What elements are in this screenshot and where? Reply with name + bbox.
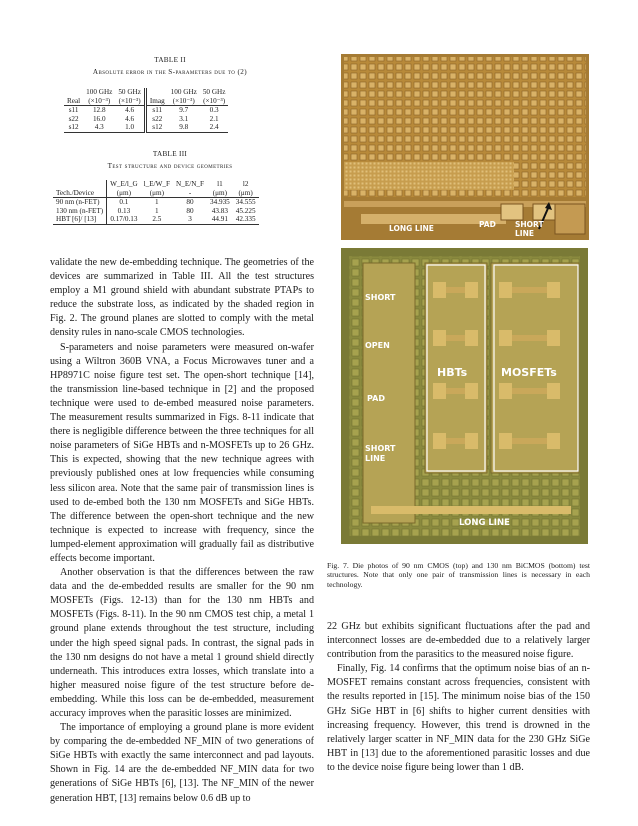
table2 xyxy=(64,88,228,133)
table-cell: 34.555 xyxy=(235,198,256,207)
table-cell: 2.5 xyxy=(141,215,173,224)
label-long-line: LONG LINE xyxy=(459,518,510,528)
table-header-row xyxy=(53,180,259,189)
table-header-row xyxy=(64,97,228,106)
table2-title: TABLE II xyxy=(154,56,186,64)
table-row xyxy=(53,215,259,224)
table-cell: 34.935 xyxy=(210,198,230,207)
table-row xyxy=(53,207,259,216)
table-cell: 0.13 xyxy=(107,207,141,216)
table-header-cell: Imag xyxy=(145,97,167,106)
table-cell: 44.91 xyxy=(207,215,233,224)
table-cell: 80 xyxy=(186,206,194,215)
table-cell: HBT [6]/ [13] xyxy=(53,215,107,224)
table-header-row xyxy=(53,189,259,198)
table-cell: 4.3 xyxy=(83,123,115,132)
table-cell: 3.1 xyxy=(179,114,189,123)
table-header-cell: 100 GHz xyxy=(170,88,197,96)
paragraph: validate the new de-embedding technique. The geometries of the devices are summarized in Table III. All the test structures employ a M1 ground shield with abundant substrate PTAPs to reduce the substrate loss, as indicated by the shaded region in Fig. 2. The ground planes are slotted to comply with the metal density rules in nano-scale CMOS technologies. xyxy=(50,257,314,339)
table-header-cell: l2 xyxy=(242,180,249,188)
table-header-cell xyxy=(145,88,167,97)
table-header-cell: - xyxy=(173,189,207,198)
table-header-cell: (μm) xyxy=(141,189,173,198)
die-photo-130nm xyxy=(341,248,588,544)
label-short: SHORT xyxy=(365,293,396,302)
table-header-cell: l1 xyxy=(217,180,223,188)
table-header-cell xyxy=(64,88,83,97)
table-cell: 43.83 xyxy=(211,206,228,215)
table-header-cell: (×10⁻³) xyxy=(115,97,145,106)
paragraph: S-parameters and noise parameters were measured on-wafer using a Wiltron 360B VNA, a Focus Microwaves tuner and a HP8971C noise figure test set. The open-short technique [14], the transmission line-based technique in [2] and the proposed technique were used to de-embed measured noise parameters. The measurement results summarized in Figs. 8-11 indicate that there is negligible difference between the three techniques for all noise parameters of SiGe HBTs and n-MOSFETs up to 26 GHz. This is expected, showing that the new technique agrees with previously published ones at low frequencies while consuming less silicon area. Note that the same pair of transmission lines is used to de-embed both the 130 nm MOSFETs and SiGe HBTs. The difference between the open-short technique and the new technique is expected to increase with frequency, since the lumped-element approximation will gradually fail as distributive effects become important. xyxy=(50,341,314,564)
table-cell: 4.6 xyxy=(125,106,135,115)
paragraph: The importance of employing a ground plane is more evident by comparing the de-embedded NF_MIN of two generations of SiGe HBTs with exactly the same interconnect and pad layouts. Shown in Fig. 14 are the de-embedded NF_MIN data for two generations of SiGe HBTs [6], [13]. The NF_MIN of the newer generation HBT, [13] remains below 0.6 dB up to xyxy=(50,722,314,804)
table-cell: s12 xyxy=(64,123,83,132)
table-header-cell: l_E/W_F xyxy=(143,180,171,188)
left-column-text xyxy=(50,256,314,806)
table-cell: s22 xyxy=(145,115,167,124)
table-cell: 3 xyxy=(173,215,207,224)
table-cell: 9.7 xyxy=(179,106,189,115)
table-cell: s12 xyxy=(145,123,167,132)
label-pad: PAD xyxy=(367,394,385,403)
table-cell: 0.1 xyxy=(107,198,141,207)
label-hbts: HBTs xyxy=(437,366,468,379)
right-column-text xyxy=(327,620,590,775)
table-header-cell xyxy=(53,180,107,189)
label-open: OPEN xyxy=(365,341,390,350)
table-row xyxy=(64,115,228,124)
table-header-cell: N_E/N_F xyxy=(176,180,204,188)
table-cell: 9.8 xyxy=(168,123,200,132)
paragraph: Finally, Fig. 14 confirms that the optimum noise bias of an n-MOSFET remains constant across frequencies, consistent with the results reported in [15]. The minimum noise bias of the 150 GHz SiGe HBT in [6] shifts to higher current densities with increasing frequency. However, this trend is drowned in the relatively larger scatter in NF_MIN data for the 230 GHz SiGe HBT in [13] due to the aforementioned parasitic losses and due to the device noise figure being lower than 1 dB. xyxy=(327,663,590,773)
table-header-cell: Real xyxy=(64,97,83,106)
table-cell: s11 xyxy=(145,106,167,115)
table-cell: 1 xyxy=(155,198,159,207)
table-cell: 1.0 xyxy=(115,123,145,132)
table3 xyxy=(53,180,259,225)
table3-subtitle: Test structure and device geometries xyxy=(107,162,233,170)
table-header-cell: 100 GHz xyxy=(86,88,113,96)
table-row xyxy=(64,106,228,115)
table-cell: 42.335 xyxy=(233,215,259,224)
table-header-cell: W_E/l_G xyxy=(107,180,141,189)
table3-title: TABLE III xyxy=(152,150,188,158)
table-cell: s22 xyxy=(68,114,79,123)
table-cell: 2.4 xyxy=(200,123,229,132)
table-cell: s11 xyxy=(68,106,79,115)
table-header-row xyxy=(64,88,228,97)
label-mosfets: MOSFETs xyxy=(501,366,557,379)
table-header-cell: (μm) xyxy=(207,189,233,198)
table-cell: 1 xyxy=(155,206,159,215)
table2-subtitle: Absolute error in the S-parameters due to (2) xyxy=(92,68,248,76)
table-header-cell: (×10⁻³) xyxy=(168,97,200,106)
table-header-cell: (×10⁻³) xyxy=(200,97,229,106)
table-cell: 2.1 xyxy=(209,114,219,123)
table-header-cell: (μm) xyxy=(233,189,259,198)
table-cell: 45.225 xyxy=(235,206,256,215)
table-cell: 4.6 xyxy=(125,114,135,123)
table-cell: 0.17/0.13 xyxy=(107,215,141,224)
table-cell: 16.0 xyxy=(92,114,106,123)
die-photo-90nm xyxy=(341,54,589,240)
table-row xyxy=(53,198,259,207)
table-header-cell: 50 GHz xyxy=(118,88,141,96)
paragraph: Another observation is that the differences between the raw data and the de-embedded results are smaller for the 90 nm MOSFETs (Figs. 12-13) than for the 130 nm HBTs and MOSFETs (Figs. 8-11). In the 90 nm CMOS test chip, a metal 1 ground plane extends throughout the test structure, including under the high speed signal pads. In contrast, the signal pads in the 130 nm designs do not have a metal 1 ground shield directly underneath. This introduces extra losses, which translate into a higher measured noise figure of the test structure before de-embedding. While this loss can be de-embedded, measurement accuracy improves when the parasitic losses are minimized. xyxy=(50,567,314,719)
table-cell: 80 xyxy=(186,198,194,207)
table-header-cell: 50 GHz xyxy=(202,88,226,96)
label-short-line: SHORT LINE xyxy=(515,220,544,238)
table-header-cell: (×10⁻³) xyxy=(83,97,115,106)
figure7-caption: Fig. 7. Die photos of 90 nm CMOS (top) and 130 nm BiCMOS (bottom) test structures. Note that only one pair of transmission lines is necessary in each technology. xyxy=(327,561,590,589)
table-cell: 90 nm (n-FET) xyxy=(56,198,100,207)
paragraph: 22 GHz but exhibits significant fluctuations after the pad and interconnect losses are de-embedded due to a relatively larger contribution from the parasitics to the measured noise figure. xyxy=(327,621,590,661)
table-cell: 130 nm (n-FET) xyxy=(56,206,104,215)
table-header-cell: Tech./Device xyxy=(53,189,107,198)
label-long-line: LONG LINE xyxy=(389,224,434,233)
table-header-cell: (μm) xyxy=(107,189,141,198)
label-short-line: SHORT LINE xyxy=(365,444,396,463)
table-cell: 12.8 xyxy=(92,106,106,115)
table-row xyxy=(64,123,228,132)
label-pad: PAD xyxy=(479,220,496,229)
table-cell: 0.3 xyxy=(209,106,219,115)
